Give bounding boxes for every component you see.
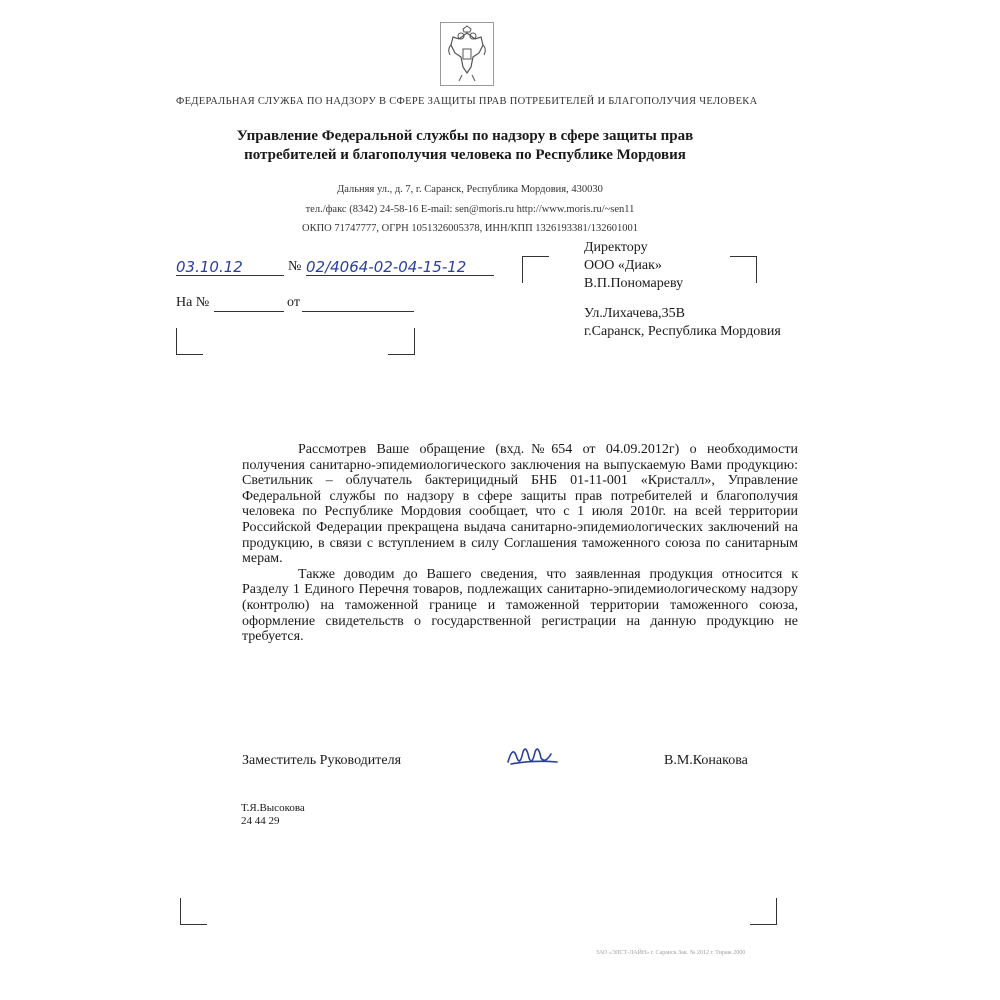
body-paragraph-2: Также доводим до Вашего сведения, что заявленная продукция относится к Разделу 1 Единого Перечня товаров, подлежащих санитарно-эпидемиологическому надзору (контролю) на таможенной границе и таможенной территории таможенного союза, оформление свидетельств о государственной регистрации на данную продукцию не требуется. bbox=[242, 566, 798, 645]
number-prefix: № bbox=[288, 259, 302, 274]
executor-phone: 24 44 29 bbox=[241, 815, 280, 827]
registration-number: 02/4064-02-04-15-12 bbox=[306, 258, 467, 276]
corner-mark-bottom-left bbox=[180, 898, 207, 925]
number-field bbox=[306, 258, 494, 276]
executor-name: Т.Я.Высокова bbox=[241, 802, 305, 814]
date-field bbox=[176, 258, 284, 276]
ref-from-label: от bbox=[287, 295, 300, 310]
corner-mark-right-tr bbox=[730, 256, 757, 283]
corner-mark-left-br bbox=[388, 328, 415, 355]
addressee-position: Директору bbox=[584, 240, 648, 255]
corner-mark-bottom-right bbox=[750, 898, 777, 925]
ref-date-blank bbox=[302, 294, 414, 312]
department-contacts: тел./факс (8342) 24-58-16 E-mail: sen@moris.ru http://www.moris.ru/~sen11 bbox=[305, 204, 635, 215]
agency-name: ФЕДЕРАЛЬНАЯ СЛУЖБА ПО НАДЗОРУ В СФЕРЕ ЗАЩИТЫ ПРАВ ПОТРЕБИТЕЛЕЙ И БЛАГОПОЛУЧИЯ ЧЕЛОВЕКА bbox=[176, 96, 758, 107]
department-title-line2: потребителей и благополучия человека по Республике Мордовия bbox=[244, 147, 686, 163]
addressee-city: г.Саранск, Республика Мордовия bbox=[584, 324, 781, 339]
addressee-name: В.П.Пономареву bbox=[584, 276, 684, 291]
addressee-street: Ул.Лихачева,35В bbox=[584, 306, 686, 321]
department-codes: ОКПО 71747777, ОГРН 1051326005378, ИНН/КПП 1326193381/132601001 bbox=[302, 223, 638, 234]
ref-label: На № bbox=[176, 295, 210, 310]
signatory-name: В.М.Конакова bbox=[664, 753, 748, 768]
signatory-role: Заместитель Руководителя bbox=[242, 753, 402, 768]
department-address: Дальняя ул., д. 7, г. Саранск, Республика Мордовия, 430030 bbox=[337, 184, 603, 195]
coat-of-arms-emblem bbox=[440, 22, 494, 86]
handwritten-signature bbox=[505, 740, 561, 775]
corner-mark-left-bl bbox=[176, 328, 203, 355]
department-title-line1: Управление Федеральной службы по надзору в сфере защиты прав bbox=[236, 128, 694, 144]
corner-mark-right-tl bbox=[522, 256, 549, 283]
addressee-company: ООО «Диак» bbox=[584, 258, 662, 273]
ref-number-blank bbox=[214, 294, 284, 312]
letter-body bbox=[242, 442, 798, 645]
print-footer-code: ЗАО «ЭЛСТ-ЛАЙН» г. Саранск Зак. № 2012 г. Тираж 2000 bbox=[596, 950, 746, 956]
body-paragraph-1: Рассмотрев Ваше обращение (вхд.№654 от 04.09.2012г) о необходимости получения санитарно-эпидемиологического заключения на выпускаемую Вами продукцию: Светильник – облучатель бактерицидный БНБ 01-11-001 «Кристалл», Управление Федеральной службы по надзору в сфере защиты прав потребителей и благополучия человека по Республике Мордовия сообщает, что с 1 июля 2010г. на всей территории Российской Федерации прекращена выдача санитарно-эпидемиологических заключений на продукцию, в связи с вступлением в силу Соглашения таможенного союза по санитарным мерам. bbox=[242, 442, 798, 567]
registration-date: 03.10.12 bbox=[176, 258, 243, 276]
